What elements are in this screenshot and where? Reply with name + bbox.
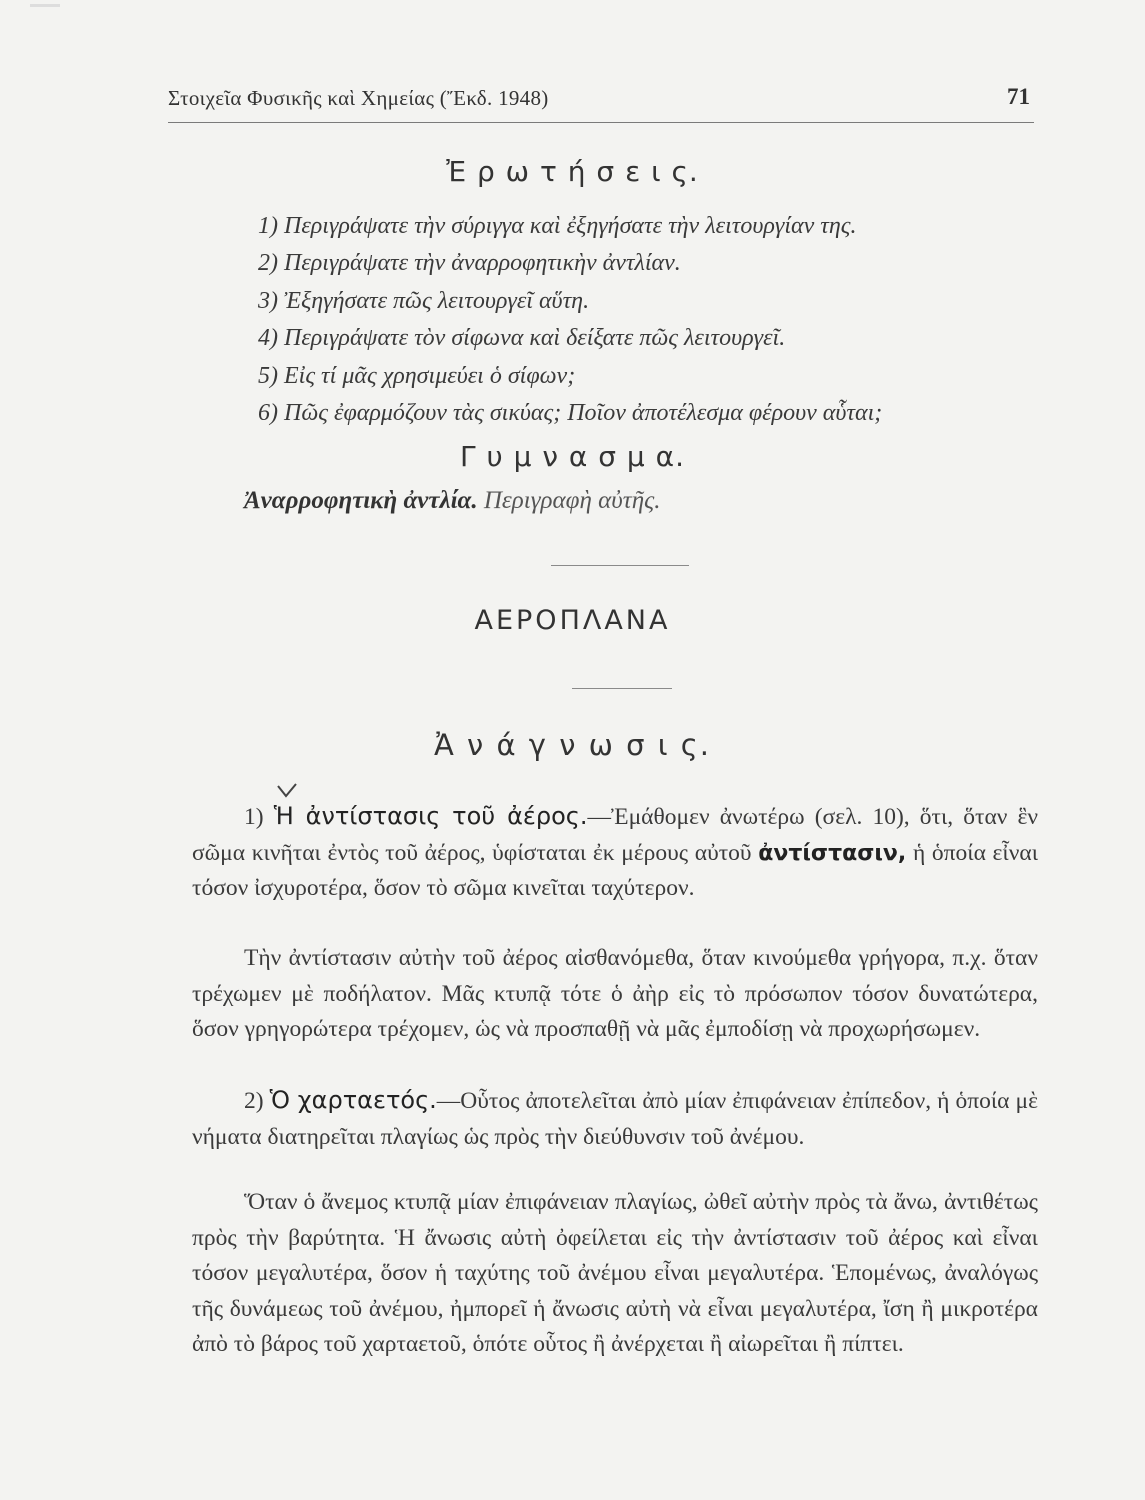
paragraph-kite (192, 1083, 1038, 1155)
paragraph-lift: Ὅταν ὁ ἄνεμος κτυπᾷ μίαν ἐπιφάνειαν πλαγίως, ὠθεῖ αὐτὴν πρὸς τὰ ἄνω, ἀντιθέτως πρὸς τὴν βαρύτητα. Ἡ ἄνωσις αὐτὴ ὀφείλεται εἰς τὴν ἀντίστασιν τοῦ ἀέρος καὶ εἶναι τόσον μεγαλυτέρα, ὅσον ἡ ταχύτης τοῦ ἀνέμου εἶναι μεγαλυτέρα. Ἑπομένως, ἀναλόγως τῆς δυνάμεως τοῦ ἀνέμου, ἠμπορεῖ ἡ ἄνωσις αὐτὴ νὰ εἶναι μεγαλυτέρα, ἴση ἢ μικροτέρα ἀπὸ τὸ βάρος τοῦ χαρταετοῦ, ὁπότε οὗτος ἢ ἀνέρχεται ἢ αἰωρεῖται ἢ πίπτει. (192, 1189, 1038, 1357)
section-lead-air-resistance: Ἡ ἀντίστασις τοῦ ἀέρος. (273, 802, 588, 830)
paragraph-air-resistance (192, 799, 1038, 907)
section-lead-kite: Ὁ χαρταετός. (269, 1086, 437, 1114)
paragraph-text: —Οὗτος ἀποτελεῖται ἀπὸ μίαν ἐπιφάνειαν ἐπίπεδον, ἡ ὁποία μὲ νήματα διατηρεῖται πλαγίως ὡς πρὸς τὴν διεύθυνσιν τοῦ ἀνέμου. (192, 1088, 1038, 1150)
exercise-line (244, 487, 661, 515)
question-item: 4) Περιγράψατε τὸν σίφωνα καὶ δείξατε πῶς λειτουργεῖ. (258, 325, 786, 352)
chapter-title: ΑΕΡΟΠΛΑΝΑ (474, 605, 671, 636)
header-rule (168, 122, 1034, 123)
paragraph-text: ἡ ὁποία εἶναι τόσον ἰσχυροτέρα, ὅσον τὸ σῶμα κινεῖται ταχύτερον. (192, 839, 1039, 901)
pencil-tick-mark (276, 782, 298, 800)
divider-rule (572, 688, 672, 689)
paragraph-text: —Ἐμάθομεν ἀνωτέρω (σελ. 10), ὅτι, ὅταν ἓν σῶμα κινῆται ἐντὸς τοῦ ἀέρος, ὑφίσταται ἐκ μέρους αὐτοῦ (192, 804, 1039, 866)
paragraph-number: 2) (244, 1088, 264, 1114)
running-header (168, 86, 1034, 120)
page-number: 71 (1007, 84, 1030, 109)
header-title: Στοιχεῖα Φυσικῆς καὶ Χημείας (Ἔκδ. 1948) (168, 86, 549, 110)
question-item: 3) Ἐξηγήσατε πῶς λειτουργεῖ αὕτη. (258, 287, 590, 314)
questions-heading: Ἐ ρ ω τ ή σ ε ι ς. (446, 155, 699, 188)
exercise-heading: Γ υ μ ν α σ μ α. (460, 440, 685, 473)
question-item: 2) Περιγράψατε τὴν ἀναρροφητικὴν ἀντλίαν. (258, 250, 681, 277)
divider-rule (551, 565, 689, 566)
question-item: 6) Πῶς ἐφαρμόζουν τὰς σικύας; Ποῖον ἀποτέλεσμα φέρουν αὗται; (258, 400, 883, 427)
reading-heading: Ἀ ν ά γ ν ω σ ι ς. (434, 728, 711, 762)
keyword-resistance: ἀντίστασιν, (758, 840, 907, 866)
paragraph-bicycle: Τὴν ἀντίστασιν αὐτὴν τοῦ ἀέρος αἰσθανόμεθα, ὅταν κινούμεθα γρήγορα, π.χ. ὅταν τρέχωμεν μὲ ποδήλατον. Μᾶς κτυπᾷ τότε ὁ ἀὴρ εἰς τὸ πρόσωπον τόσον δυνατώτερα, ὅσον γρηγορώτερα τρέχομεν, ὡς νὰ προσπαθῇ νὰ μᾶς ἐμποδίσῃ νὰ προχωρήσωμεν. (192, 945, 1038, 1042)
question-item: 5) Εἰς τί μᾶς χρησιμεύει ὁ σίφων; (258, 362, 576, 389)
exercise-task: Περιγραφὴ αὐτῆς. (483, 487, 661, 514)
questions-list (258, 208, 1058, 432)
scan-mark (30, 4, 60, 7)
question-item: 1) Περιγράψατε τὴν σύριγγα καὶ ἐξηγήσατε τὴν λειτουργίαν της. (258, 213, 857, 239)
exercise-topic: Ἀναρροφητικὴ ἀντλία. (244, 487, 478, 514)
paragraph-number: 1) (244, 804, 264, 830)
